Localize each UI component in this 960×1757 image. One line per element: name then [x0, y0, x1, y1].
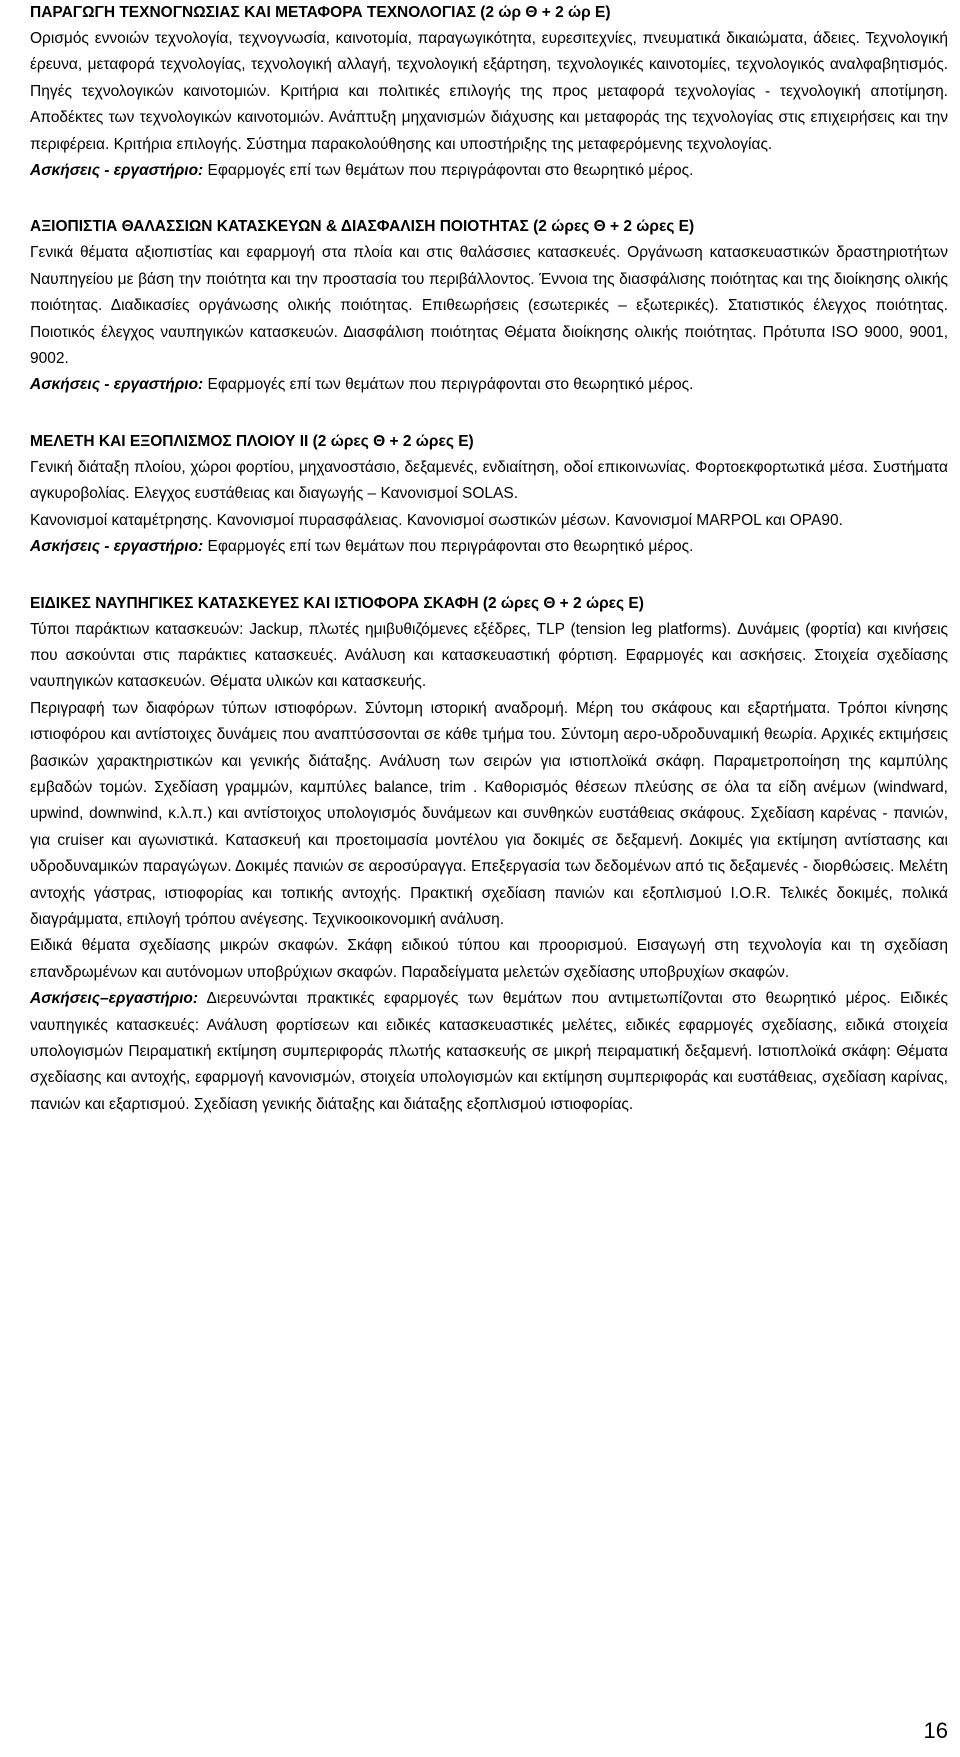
section-paragraph: Τύποι παράκτιων κατασκευών: Jackup, πλωτές ημιβυθιζόμενες εξέδρες, TLP (tension leg platforms). Δυνάμεις (φορτία) και κινήσεις που ασκούνται στις παράκτιες κατασκευές. Ανάλυση και κατασκευαστική φόρτιση. Εφαρμογές και ασκήσεις. Στοιχεία σχεδίασης ναυπηγικών κατασκευών. Θέματα υλικών και κατασκευής. [30, 620, 948, 691]
section-paragraph: Γενικά θέματα αξιοπιστίας και εφαρμογή στα πλοία και στις θαλάσσιες κατασκευές. Οργάνωση κατασκευαστικών δραστηριοτήτων Ναυπηγείου με βάση την ποιότητα και την προστασία του περιβάλλοντος. Έννοια της διασφάλισης ποιότητας και της διοίκησης ολικής ποιότητας. Διαδικασίες οργάνωσης ολικής ποιότητας. Επιθεωρήσεις (εσωτερικές – εξωτερικές). Στατιστικός έλεγχος ποιότητας. Ποιοτικός έλεγχος ναυπηγικών κατασκευών. Διασφάλιση ποιότητας Θέματα διοίκησης ολικής ποιότητας. Πρότυπα ISO 9000, 9001, 9002. [30, 244, 948, 368]
course-section [30, 591, 948, 1119]
section-paragraph: Κανονισμοί καταμέτρησης. Κανονισμοί πυρασφάλειας. Κανονισμοί σωστικών μέσων. Κανονισμοί MARPOL και OPA90. [30, 511, 843, 529]
document-body [30, 0, 948, 1118]
exercise-label: Ασκήσεις - εργαστήριο: [30, 376, 204, 394]
exercise-text: Διερευνώνται πρακτικές εφαρμογές των θεμάτων που αντιμετωπίζονται στο θεωρητικό μέρος. Ειδικές ναυπηγικές κατασκευές: Ανάλυση φορτίσεων και ειδικές κατασκευαστικές μελέτες, ειδικές εφαρμογές σχεδίασης, ειδικά στοιχεία υπολογισμών Πειραματική εκτίμηση συμπεριφοράς πλωτής κατασκευής σε μικρή πειραματική δεξαμενή. Ιστιοπλοϊκά σκάφη: Θέματα σχεδίασης και αντοχής, εφαρμογή κανονισμών, στοιχεία υπολογισμών και εκτίμηση συμπεριφοράς και ευστάθειας, σχεδίαση καρίνας, πανιών και εξαρτισμού. Σχεδίαση γενικής διάταξης και διάταξης εξοπλισμού ιστιοφορίας. [30, 990, 948, 1113]
exercise-label: Ασκήσεις–εργαστήριο: [30, 990, 199, 1008]
section-paragraph: Ορισμός εννοιών τεχνολογία, τεχνογνωσία, καινοτομία, παραγωγικότητα, ευρεσιτεχνίες, πνευματικά δικαιώματα, άδειες. Τεχνολογική έρευνα, μεταφορά τεχνολογίας, τεχνολογική αλλαγή, τεχνολογική εξάρτηση, τεχνολογικές καινοτομίες, τεχνολογικός αναλφαβητισμός. Πηγές τεχνολογικών καινοτομιών. Κριτήρια και πολιτικές επιλογής της προς μεταφορά τεχνολογίας - τεχνολογική αποτίμηση. Αποδέκτες των τεχνολογικών καινοτομιών. Ανάπτυξη μηχανισμών διάχυσης και μεταφοράς της τεχνολογίας στις επιχειρήσεις και την περιφέρεια. Κριτήρια επιλογής. Σύστημα παρακολούθησης και υποστήριξης της μεταφερόμενης τεχνολογίας. [30, 30, 948, 153]
exercise-text: Εφαρμογές επί των θεμάτων που περιγράφονται στο θεωρητικό μέρος. [203, 162, 694, 180]
section-paragraph: Περιγραφή των διαφόρων τύπων ιστιοφόρων. Σύντομη ιστορική αναδρομή. Μέρη του σκάφους και εξαρτήματα. Τρόποι κίνησης ιστιοφόρου και αντίστοιχες δυνάμεις που αναπτύσσονται σε κάθε τμήμα του. Σύντομη αερο-υδροδυναμική θεωρία. Αρχικές εκτιμήσεις βασικών χαρακτηριστικών και γενικής διάταξης. Ανάλυση των σειρών για ιστιοπλοϊκά σκάφη. Παραμετροποίηση της καμπύλης εμβαδών τομών. Σχεδίαση γραμμών, καμπύλες balance, trim . Καθορισμός θέσεων πλεύσης σε όλα τα είδη ανέμων (windward, upwind, downwind, κ.λ.π.) και αντίστοιχος υπολογισμός δυνάμεων και συνθηκών ευστάθειας σκάφους. Σχεδίαση καρένας - πανιών, για cruiser και αγωνιστικά. Κατασκευή και προετοιμασία μοντέλου για δοκιμές σε δεξαμενή. Δοκιμές για εκτίμηση αντίστασης και υδροδυναμικών παραγώγων. Δοκιμές πανιών σε αεροσύραγγα. Επεξεργασία των δεδομένων από τις δεξαμενές - διορθώσεις. Μελέτη αντοχής γάστρας, ιστιοφορίας και τοπικής αντοχής. Πρακτική σχεδίαση πανιών και εξοπλισμού I.O.R. Τελικές δοκιμές, πολικά διαγράμματα, επιλογή τρόπου ανέγεσης. Τεχνικοοικονομική ανάλυση. [30, 699, 948, 928]
course-section [30, 214, 948, 398]
exercise-paragraph [30, 158, 948, 184]
section-title: ΕΙΔΙΚΕΣ ΝΑΥΠΗΓΙΚΕΣ ΚΑΤΑΣΚΕΥΕΣ ΚΑΙ ΙΣΤΙΟΦΟΡΑ ΣΚΑΦΗ (2 ώρες Θ + 2 ώρες Ε) [30, 594, 644, 612]
section-paragraph: Ειδικά θέματα σχεδίασης μικρών σκαφών. Σκάφη ειδικού τύπου και προορισμού. Εισαγωγή στη τεχνολογία και τη σχεδίαση επανδρωμένων και αυτόνομων υποβρύχιων σκαφών. Παραδείγματα μελετών σχεδίασης υποβρυχίων σκαφών. [30, 937, 948, 981]
section-title: ΑΞΙΟΠΙΣΤΙΑ ΘΑΛΑΣΣΙΩΝ ΚΑΤΑΣΚΕΥΩΝ & ΔΙΑΣΦΑΛΙΣΗ ΠΟΙΟΤΗΤΑΣ (2 ώρες Θ + 2 ώρες Ε) [30, 218, 695, 236]
exercise-label: Ασκήσεις - εργαστήριο: [30, 162, 204, 180]
page-number: 16 [923, 1718, 948, 1743]
section-title: ΠΑΡΑΓΩΓΗ ΤΕΧΝΟΓΝΩΣΙΑΣ ΚΑΙ ΜΕΤΑΦΟΡΑ ΤΕΧΝΟΛΟΓΙΑΣ (2 ώρ Θ + 2 ώρ Ε) [30, 4, 611, 21]
exercise-paragraph [30, 372, 948, 398]
exercise-text: Εφαρμογές επί των θεμάτων που περιγράφονται στο θεωρητικό μέρος. [203, 538, 694, 556]
exercise-label: Ασκήσεις - εργαστήριο: [30, 538, 204, 556]
exercise-paragraph [30, 986, 948, 1118]
course-section [30, 0, 948, 184]
section-title: ΜΕΛΕΤΗ ΚΑΙ ΕΞΟΠΛΙΣΜΟΣ ΠΛΟΙΟΥ ΙΙ (2 ώρες Θ + 2 ώρες Ε) [30, 432, 474, 450]
course-section [30, 429, 948, 561]
section-paragraph: Γενική διάταξη πλοίου, χώροι φορτίου, μηχανοστάσιο, δεξαμενές, ενδιαίτηση, οδοί επικοινωνίας. Φορτοεκφορτωτικά μέσα. Συστήματα αγκυροβολίας. Ελεγχος ευστάθειας και διαγωγής – Κανονισμοί SOLAS. [30, 458, 948, 503]
exercise-paragraph [30, 534, 948, 560]
exercise-text: Εφαρμογές επί των θεμάτων που περιγράφονται στο θεωρητικό μέρος. [203, 376, 694, 394]
